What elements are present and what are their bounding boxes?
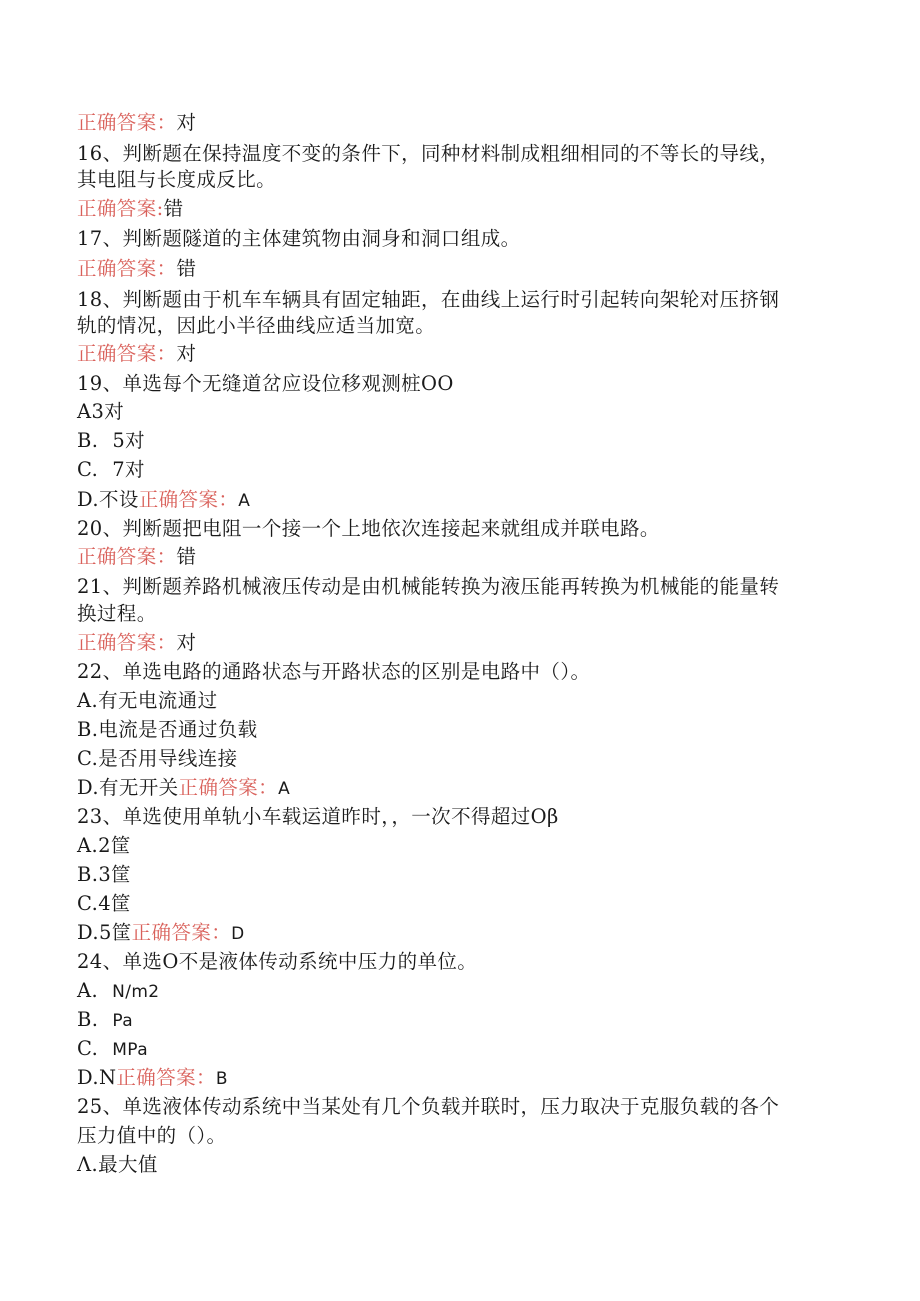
option-text: D.有无开关 [77, 776, 179, 799]
option-text: D.N [77, 1066, 117, 1089]
option-value: 5对 [112, 429, 146, 452]
question-25-line-2: 压力值中的（）。 [77, 1124, 227, 1147]
question-24: 24、单选O不是液体传动系统中压力的单位。 [77, 950, 478, 973]
option-22-b: B.电流是否通过负载 [77, 718, 258, 741]
option-22-a: A.有无电流通过 [77, 689, 218, 712]
option-19-d-with-answer [77, 488, 250, 513]
answer-label: 正确答案： [116, 1066, 216, 1089]
option-19-b [77, 429, 145, 453]
answer-label: 正确答案： [138, 488, 239, 511]
answer-value: D [231, 924, 245, 944]
option-19-c [77, 458, 145, 482]
question-21-line-1: 21、判断题养路机械液压传动是由机械能转换为液压能再转换为机械能的能量转 [77, 575, 780, 598]
option-key: C. [77, 458, 99, 481]
answer-label: 正确答案: [77, 197, 164, 220]
question-18-line-1: 18、判断题由于机车车辆具有固定轴距，在曲线上运行时引起转向架轮对压挤钢 [77, 288, 780, 311]
question-21-line-2: 换过程。 [77, 602, 157, 625]
answer-label: 正确答案： [77, 111, 177, 134]
option-value: N∕m2 [112, 982, 160, 1002]
option-value: 7对 [112, 458, 145, 481]
option-24-c [77, 1037, 148, 1062]
question-19: 19、单选每个无缝道岔应设位移观测桩OO [77, 372, 454, 395]
option-23-c: C.4筐 [77, 892, 131, 915]
question-17: 17、判断题隧道的主体建筑物由洞身和洞口组成。 [77, 227, 521, 250]
question-23: 23、单选使用单轨小车载运道昨时，，一次不得超过Oβ [77, 805, 559, 828]
answer-value: 对 [176, 631, 197, 654]
answer-line-20 [77, 545, 196, 569]
answer-line-17 [77, 257, 196, 281]
option-value: Pa [112, 1011, 134, 1031]
answer-value: A [278, 779, 291, 799]
option-22-c: C.是否用导线连接 [77, 747, 238, 770]
option-19-a: A3对 [77, 400, 125, 423]
question-16-line-2: 其电阻与长度成反比。 [77, 168, 277, 191]
option-key: C. [77, 1037, 99, 1060]
answer-value: 错 [176, 257, 197, 280]
option-24-b [77, 1008, 133, 1033]
answer-value: 错 [163, 197, 184, 220]
answer-label: 正确答案： [178, 776, 279, 799]
answer-line-16 [77, 197, 183, 221]
answer-label: 正确答案： [77, 545, 177, 568]
option-text: D.5筐 [77, 921, 132, 944]
option-24-d-with-answer [77, 1066, 228, 1091]
option-value: MPa [112, 1040, 149, 1060]
answer-line-21 [77, 631, 196, 655]
answer-label: 正确答案： [77, 257, 177, 280]
answer-label: 正确答案： [77, 631, 177, 654]
answer-line-18 [77, 342, 196, 366]
option-23-a: A.2筐 [77, 834, 131, 857]
option-25-a: Λ.最大值 [77, 1153, 158, 1176]
answer-label: 正确答案： [77, 342, 177, 365]
answer-value: B [215, 1069, 228, 1089]
option-key: B. [77, 1008, 99, 1031]
option-23-b: B.3筐 [77, 863, 132, 886]
answer-line-15 [77, 111, 196, 135]
question-22: 22、单选电路的通路状态与开路状态的区别是电路中（）。 [77, 660, 591, 683]
option-text: D.不设 [77, 488, 139, 511]
option-key: B. [77, 429, 99, 452]
answer-label: 正确答案： [131, 921, 232, 944]
question-16-line-1: 16、判断题在保持温度不变的条件下，同种材料制成粗细相同的不等长的导线， [77, 142, 780, 165]
option-23-d-with-answer [77, 921, 245, 946]
question-18-line-2: 轨的情况，因此小半径曲线应适当加宽。 [77, 314, 436, 337]
answer-value: 错 [176, 545, 197, 568]
option-22-d-with-answer [77, 776, 290, 801]
question-25-line-1: 25、单选液体传动系统中当某处有几个负载并联时，压力取决于克服负载的各个 [77, 1095, 780, 1118]
option-24-a [77, 979, 160, 1004]
option-key: A. [77, 979, 99, 1002]
answer-value: 对 [176, 342, 197, 365]
question-20: 20、判断题把电阻一个接一个上地依次连接起来就组成并联电路。 [77, 517, 660, 540]
answer-value: 对 [176, 111, 197, 134]
answer-value: A [238, 491, 251, 511]
